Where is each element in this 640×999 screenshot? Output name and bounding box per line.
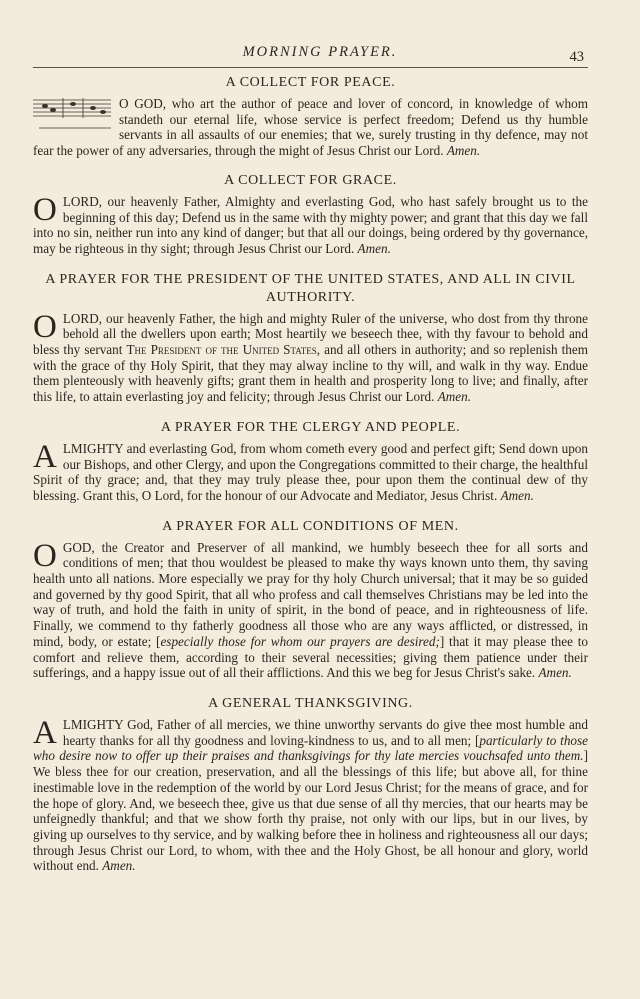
section-heading: A PRAYER FOR THE PRESIDENT OF THE UNITED STATES, AND ALL IN CIVIL AUTHORITY. [45,271,576,305]
music-staff-ornament-icon [33,92,113,136]
drop-cap: O [33,308,57,345]
section-heading: A GENERAL THANKSGIVING. [208,695,413,711]
collect-body [33,191,588,257]
prayer-text-smallcaps: The President of the United States [126,342,317,358]
prayer-text-2: ] that it may please thee to comfort and relieve them, according to their several necessities; giving them patience under their sufferings, and a happy issue out of all their afflictions. And this we beg for Jesus Christ's sake. [33,633,588,681]
prayer-body [33,438,588,504]
drop-cap: A [33,714,57,751]
thanksgiving-text-1: LMIGHTY God, Father of all mercies, we thine unworthy servants do give thee most humble and hearty thanks for all thy goodness and loving-kindness to us, and to all men; [ [62,716,588,748]
prayer-text-italic: especially those for whom our prayers are desired; [160,633,440,649]
prayer-body [33,308,588,405]
prayer-text-1: GOD, the Creator and Preserver of all mankind, we humbly beseech thee for all sorts and conditions of men; that thou wouldest be pleased to make thy ways known unto them, thy saving health unto all nations. More especially we pray for thy holy Church universal; that it may be so guided and governed by thy good Spirit, that all who profess and call themselves Christians may be led into the way of truth, and hold the faith in unity of spirit, in the bond of peace, and in righteousness of life. Finally, we commend to thy fatherly goodness all those who are any ways afflicted, or distressed, in mind, body, or estate; [ [33,539,588,649]
section-heading: A COLLECT FOR PEACE. [225,75,396,90]
general-thanksgiving [33,695,588,874]
drop-cap: O [33,537,57,574]
drop-cap: O [33,191,57,228]
section-heading: A COLLECT FOR GRACE. [224,172,397,188]
collect-text: LORD, our heavenly Father, Almighty and everlasting God, who hast safely brought us to the beginning of this day; Defend us in the same with thy mighty power; and grant that this day we fall into no sin, neither run into any kind of danger; but that all our doings, being ordered by thy governance, may be righteous in thy sight; through Jesus Christ our Lord. [33,193,588,256]
section-heading: A PRAYER FOR ALL CONDITIONS OF MEN. [162,518,459,534]
section-heading: A PRAYER FOR THE CLERGY AND PEOPLE. [160,419,461,435]
page-body [33,74,588,888]
collect-body [33,96,588,159]
page-number: 43 [569,49,584,65]
running-head: MORNING PRAYER. [242,44,398,60]
collect-text: O GOD, who art the author of peace and lover of concord, in knowledge of whom standeth our eternal life, whose service is perfect freedom; Defend us thy humble servants in all assaults of our enemies; that we, surely trusting in thy defence, may not fear the power of any adversaries, through the might of Jesus Christ our Lord. [33,96,588,159]
thanksgiving-body [33,714,588,874]
prayer-body [33,537,588,681]
prayer-for-clergy [33,419,588,504]
prayer-for-all-conditions [33,518,588,681]
thanksgiving-text-italic: particularly to those who desire now to offer up their praises and thanksgivings for thy late mercies vouchsafed unto them. [33,732,588,764]
amen: Amen. [500,487,534,503]
header-rule [33,67,588,68]
drop-cap: A [33,438,57,475]
prayer-text-1: LORD, our heavenly Father, the high and mighty Ruler of the universe, who dost from thy throne behold all the dwellers upon earth; Most heartily we beseech thee, with thy favour to behold and bless thy servant [33,310,588,358]
prayer-text-2: , and all others in authority; and so replenish them with the grace of thy Holy Spirit, that they may alway incline to thy will, and walk in thy way. Endue them plenteously with heavenly gifts; grant them in health and prosperity long to live; and finally, after this life, to attain everlasting joy and felicity; through Jesus Christ our Lord. [33,342,588,405]
amen: Amen. [102,858,136,874]
amen: Amen. [446,143,481,159]
thanksgiving-text-2: ] We bless thee for our creation, preservation, and all the blessings of this life; but above all, for thine inestimable love in the redemption of the world by our Lord Jesus Christ; for the means of grace, and for the hope of glory. And, we beseech thee, give us that due sense of all thy mercies, that our hearts may be unfeignedly thankful; and that we show forth thy praise, not only with our lips, but in our lives, by giving up ourselves to thy service, and by walking before thee in holiness and righteousness all our days; through Jesus Christ our Lord, to whom, with thee and the Holy Ghost, be all honour and glory, world without end. [33,748,588,874]
collect-for-peace [33,74,588,159]
prayer-for-president [33,271,588,405]
amen: Amen. [437,389,472,405]
prayer-text: LMIGHTY and everlasting God, from whom cometh every good and perfect gift; Send down upon our Bishops, and other Clergy, and upon the Congregations committed to their charge, the healthful Spirit of thy grace; and, that they may truly please thee, pour upon them the continual dew of thy blessing. Grant this, O Lord, for the honour of our Advocate and Mediator, Jesus Christ. [33,440,588,503]
amen: Amen. [538,665,572,681]
amen: Amen. [357,240,391,256]
collect-for-grace [33,172,588,257]
